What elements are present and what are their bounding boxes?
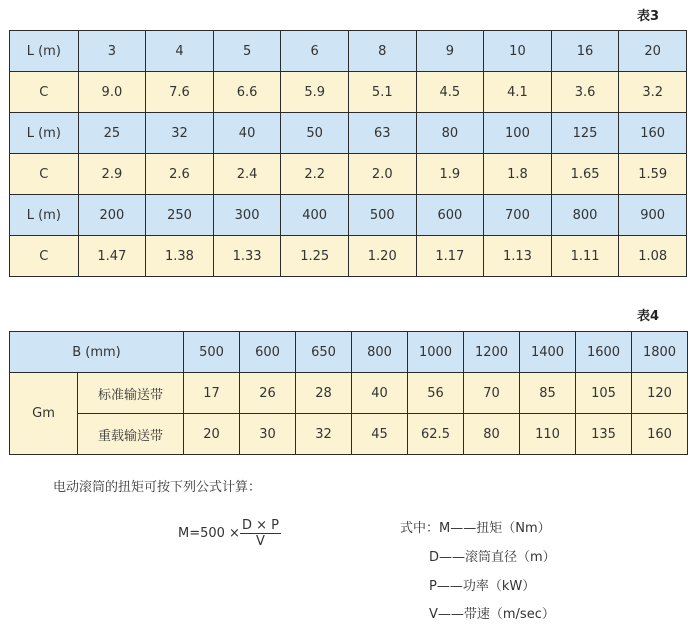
table4-cell: 110: [520, 414, 576, 455]
table3-cell: 6.6: [213, 72, 281, 113]
table3-cell: 1.25: [281, 236, 349, 277]
table3-cell: 1.08: [619, 236, 687, 277]
table4-cell: 45: [352, 414, 408, 455]
table4-cell: 28: [296, 373, 352, 414]
table3-row-label: C: [10, 154, 79, 195]
table3-cell: 5.9: [281, 72, 349, 113]
formula-legend-d: D——滚筒直径（m）: [429, 550, 556, 565]
table3-row-label: L (m): [10, 195, 79, 236]
table4-cell: 62.5: [408, 414, 464, 455]
formula-lhs: M=500 ×: [178, 526, 240, 541]
table4-cell: 120: [632, 373, 688, 414]
table3-cell: 2.9: [78, 154, 146, 195]
table3-cell: 1.9: [416, 154, 484, 195]
formula-legend-p: P——功率（kW）: [429, 579, 536, 594]
table3-cell: 40: [213, 113, 281, 154]
table4-cell: 56: [408, 373, 464, 414]
table4-cell: 105: [576, 373, 632, 414]
table4-width-header: 650: [296, 332, 352, 373]
table3-cell: 1.11: [551, 236, 619, 277]
table4-cell: 30: [240, 414, 296, 455]
table4-width-header: 1000: [408, 332, 464, 373]
table3-cell: 3: [78, 31, 146, 72]
table3-cell: 250: [146, 195, 214, 236]
table3-cell: 5: [213, 31, 281, 72]
formula-denominator: V: [256, 534, 265, 549]
table4-cell: 135: [576, 414, 632, 455]
table3-cell: 1.8: [484, 154, 552, 195]
table4-width-header: 1800: [632, 332, 688, 373]
table4-cell: 32: [296, 414, 352, 455]
table3-cell: 300: [213, 195, 281, 236]
table4-width-header: 1200: [464, 332, 520, 373]
table3-cell: 4.1: [484, 72, 552, 113]
table3-cell: 1.33: [213, 236, 281, 277]
table3-row-label: L (m): [10, 113, 79, 154]
table3-cell: 2.4: [213, 154, 281, 195]
table3-row-label: C: [10, 236, 79, 277]
table3-cell: 16: [551, 31, 619, 72]
table3-row-label: L (m): [10, 31, 79, 72]
table3-cell: 25: [78, 113, 146, 154]
table3-cell: 900: [619, 195, 687, 236]
table3-cell: 160: [619, 113, 687, 154]
formula-legend-m: 式中：M——扭矩（Nm）: [400, 521, 551, 536]
table3-cell: 600: [416, 195, 484, 236]
formula-fraction: [240, 518, 281, 549]
table3-cell: 1.47: [78, 236, 146, 277]
table3-cell: 1.17: [416, 236, 484, 277]
table4-cell: 160: [632, 414, 688, 455]
table4-width-header: 500: [184, 332, 240, 373]
table3-coefficient-row: [10, 72, 687, 113]
table3-row-label: C: [10, 72, 79, 113]
table3-cell: 80: [416, 113, 484, 154]
table3-cell: 2.6: [146, 154, 214, 195]
table4-cell: 40: [352, 373, 408, 414]
table3-cell: 1.20: [348, 236, 416, 277]
table3-cell: 1.59: [619, 154, 687, 195]
table3-cell: 1.38: [146, 236, 214, 277]
table3-cell: 6: [281, 31, 349, 72]
table3-cell: 63: [348, 113, 416, 154]
table3-cell: 4: [146, 31, 214, 72]
table4-cell: 80: [464, 414, 520, 455]
formula-legend-v: V——带速（m/sec）: [429, 607, 555, 622]
table4-cell: 70: [464, 373, 520, 414]
table3-cell: 200: [78, 195, 146, 236]
table3-coefficient-row: [10, 154, 687, 195]
table4-cell: 85: [520, 373, 576, 414]
table4-row-label: 重载输送带: [78, 414, 184, 455]
table3-cell: 1.65: [551, 154, 619, 195]
table4-header-label: B (mm): [10, 332, 184, 373]
table3-cell: 2.0: [348, 154, 416, 195]
table3-cell: 4.5: [416, 72, 484, 113]
table3-caption: 表3: [637, 9, 660, 24]
table4-width-header: 1600: [576, 332, 632, 373]
table3-cell: 5.1: [348, 72, 416, 113]
table4-width-header: 600: [240, 332, 296, 373]
table3-cell: 700: [484, 195, 552, 236]
table4-cell: 20: [184, 414, 240, 455]
table3-cell: 400: [281, 195, 349, 236]
table4-row: [10, 373, 688, 414]
table3-cell: 7.6: [146, 72, 214, 113]
formula-intro: 电动滚筒的扭矩可按下列公式计算：: [53, 480, 262, 495]
table3-cell: 800: [551, 195, 619, 236]
table4-caption: 表4: [637, 309, 660, 324]
table3-cell: 125: [551, 113, 619, 154]
table4: [9, 331, 688, 455]
table3-cell: 20: [619, 31, 687, 72]
table4-width-header: 1400: [520, 332, 576, 373]
table3-cell: 50: [281, 113, 349, 154]
table3-cell: 500: [348, 195, 416, 236]
table3-cell: 3.2: [619, 72, 687, 113]
table4-width-header: 800: [352, 332, 408, 373]
table3-cell: 32: [146, 113, 214, 154]
table4-cell: 26: [240, 373, 296, 414]
table3-length-row: [10, 113, 687, 154]
table3-cell: 1.13: [484, 236, 552, 277]
table4-header-row: [10, 332, 688, 373]
table3-cell: 9: [416, 31, 484, 72]
table3-coefficient-row: [10, 236, 687, 277]
table3-length-row: [10, 31, 687, 72]
table4-cell: 17: [184, 373, 240, 414]
table3-cell: 9.0: [78, 72, 146, 113]
table3-cell: 10: [484, 31, 552, 72]
table3-cell: 2.2: [281, 154, 349, 195]
table3-cell: 3.6: [551, 72, 619, 113]
table3-length-row: [10, 195, 687, 236]
formula-numerator: D × P: [242, 518, 280, 533]
table3-cell: 100: [484, 113, 552, 154]
table4-row-label: 标准输送带: [78, 373, 184, 414]
table3-cell: 8: [348, 31, 416, 72]
table4-row: [10, 414, 688, 455]
table4-group-label: Gm: [10, 373, 78, 455]
table3: [9, 30, 687, 277]
